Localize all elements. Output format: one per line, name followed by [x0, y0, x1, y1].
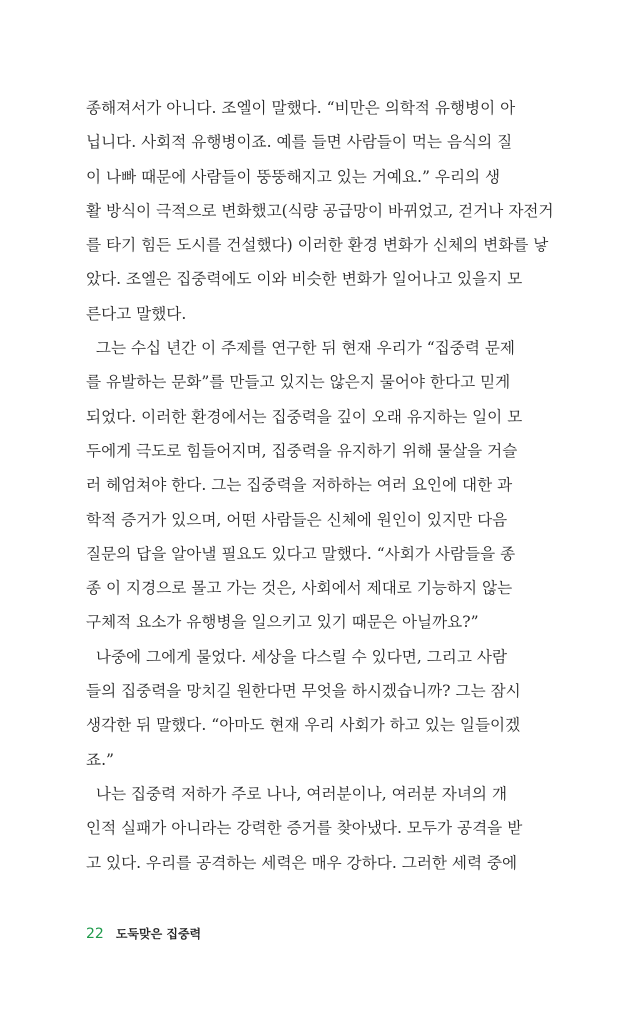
text-line: 를 유발하는 문화”를 만들고 있지는 않은지 물어야 한다고 믿게 — [86, 373, 511, 392]
text-line: 았다. 조엘은 집중력에도 이와 비슷한 변화가 일어나고 있을지 모 — [86, 270, 523, 289]
text-line: 종해져서가 아니다. 조엘이 말했다. “비만은 의학적 유행병이 아 — [86, 99, 516, 117]
text-line: 나는 집중력 저하가 주로 나나, 여러분이나, 여러분 자녀의 개 — [86, 784, 508, 803]
text-line: 고 있다. 우리를 공격하는 세력은 매우 강하다. 그러한 세력 중에 — [86, 853, 518, 872]
text-line: 구체적 요소가 유행병을 일으키고 있기 때문은 아닐까요?” — [86, 613, 479, 632]
text-line: 나중에 그에게 물었다. 세상을 다스릴 수 있다면, 그리고 사람 — [86, 647, 508, 666]
text-line: 닙니다. 사회적 유행병이죠. 예를 들면 사람들이 먹는 음식의 질 — [86, 133, 513, 152]
text-line: 러 헤엄쳐야 한다. 그는 집중력을 저하하는 여러 요인에 대한 과 — [86, 476, 513, 495]
text-line: 종 이 지경으로 몰고 가는 것은, 사회에서 제대로 기능하지 않는 — [86, 579, 513, 598]
text-line: 두에게 극도로 힘들어지며, 집중력을 유지하기 위해 물살을 거슬 — [86, 441, 518, 460]
text-line: 되었다. 이러한 환경에서는 집중력을 깊이 오래 유지하는 일이 모 — [86, 407, 523, 426]
text-line: 학적 증거가 있으며, 어떤 사람들은 신체에 원인이 있지만 다음 — [86, 510, 508, 529]
text-line: 활 방식이 극적으로 변화했고(식량 공급망이 바뀌었고, 걷거나 자전거 — [86, 201, 554, 220]
text-line: 를 타기 힘든 도시를 건설했다) 이러한 환경 변화가 신체의 변화를 낳 — [86, 236, 549, 255]
body-text — [86, 91, 554, 880]
running-title: 도둑맞은 집중력 — [115, 927, 202, 941]
text-line: 그는 수십 년간 이 주제를 연구한 뒤 현재 우리가 “집중력 문제 — [86, 339, 515, 358]
text-line: 죠.” — [86, 750, 114, 769]
text-line: 생각한 뒤 말했다. “아마도 현재 우리 사회가 하고 있는 일들이겠 — [86, 716, 521, 735]
text-line: 들의 집중력을 망치길 원한다면 무엇을 하시겠습니까? 그는 잠시 — [86, 682, 521, 701]
text-line: 이 나빠 때문에 사람들이 뚱뚱해지고 있는 거예요.” 우리의 생 — [86, 167, 501, 186]
text-line: 인적 실패가 아니라는 강력한 증거를 찾아냈다. 모두가 공격을 받 — [86, 819, 523, 838]
text-line: 질문의 답을 알아낼 필요도 있다고 말했다. “사회가 사람들을 종 — [86, 544, 516, 563]
page-footer — [86, 924, 201, 944]
text-line: 른다고 말했다. — [86, 304, 187, 323]
page-number: 22 — [86, 926, 104, 942]
